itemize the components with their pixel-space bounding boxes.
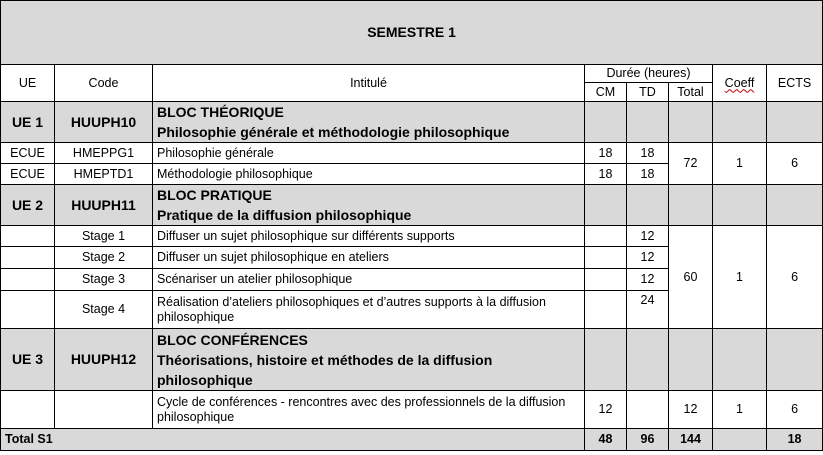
header-coeff-label: Coeff — [724, 75, 755, 90]
ue1-label: UE 1 — [1, 102, 55, 143]
ue1-ecue-row-1 — [1, 143, 823, 164]
conference-title: Cycle de conférences - rencontres avec des professionnels de la diffusion philosophique — [153, 391, 585, 429]
ue2-label: UE 2 — [1, 185, 55, 226]
ecue-title: Philosophie générale — [153, 143, 585, 164]
header-ects: ECTS — [767, 65, 823, 102]
conference-cm: 12 — [585, 391, 627, 429]
ue1-row — [1, 102, 823, 143]
ue2-code: HUUPH11 — [55, 185, 153, 226]
ecue-td: 18 — [627, 164, 669, 185]
stage-td: 12 — [627, 226, 669, 247]
ue1-ects: 6 — [767, 143, 823, 185]
ue3-code: HUUPH12 — [55, 329, 153, 391]
total-label: Total S1 — [1, 429, 585, 451]
header-coeff — [713, 65, 767, 102]
ue2-coeff: 1 — [713, 226, 767, 329]
ue3-label: UE 3 — [1, 329, 55, 391]
total-total: 144 — [669, 429, 713, 451]
ue1-code: HUUPH10 — [55, 102, 153, 143]
stage-td: 12 — [627, 269, 669, 291]
stage-code: Stage 3 — [55, 269, 153, 291]
ue2-title-line1: BLOC PRATIQUE — [157, 187, 272, 203]
stage-title: Diffuser un sujet philosophique sur différents supports — [153, 226, 585, 247]
header-td: TD — [627, 83, 669, 102]
conference-ects: 6 — [767, 391, 823, 429]
ue1-coeff: 1 — [713, 143, 767, 185]
ue2-title — [153, 185, 585, 226]
conference-coeff: 1 — [713, 391, 767, 429]
title-row — [1, 1, 823, 65]
ecue-title: Méthodologie philosophique — [153, 164, 585, 185]
stage-title: Réalisation d’ateliers philosophiques et d’autres supports à la diffusion philosophique — [153, 291, 585, 329]
total-ects: 18 — [767, 429, 823, 451]
stage-title: Diffuser un sujet philosophique en ateliers — [153, 247, 585, 269]
ecue-td: 18 — [627, 143, 669, 164]
conference-total: 12 — [669, 391, 713, 429]
header-row — [1, 65, 823, 83]
stage-code: Stage 4 — [55, 291, 153, 329]
ecue-label: ECUE — [1, 164, 55, 185]
ue1-title — [153, 102, 585, 143]
header-intitule: Intitulé — [153, 65, 585, 102]
ecue-code: HMEPTD1 — [55, 164, 153, 185]
ue1-title-line1: BLOC THÉORIQUE — [157, 104, 284, 120]
total-td: 96 — [627, 429, 669, 451]
stage-code: Stage 1 — [55, 226, 153, 247]
total-cm: 48 — [585, 429, 627, 451]
ue1-total: 72 — [669, 143, 713, 185]
header-duree: Durée (heures) — [585, 65, 713, 83]
total-row — [1, 429, 823, 451]
ue2-title-line2: Pratique de la diffusion philosophique — [157, 207, 412, 223]
ue3-title-line2: Théorisations, histoire et méthodes de la diffusion philosophique — [157, 351, 493, 388]
header-ue: UE — [1, 65, 55, 102]
ue3-title-line1: BLOC CONFÉRENCES — [157, 331, 308, 348]
ecue-cm: 18 — [585, 143, 627, 164]
semester-title: SEMESTRE 1 — [1, 1, 823, 65]
ue1-title-line2: Philosophie générale et méthodologie philosophique — [157, 124, 510, 140]
stage-td: 12 — [627, 247, 669, 269]
ecue-label: ECUE — [1, 143, 55, 164]
ue3-conference-row — [1, 391, 823, 429]
header-total: Total — [669, 83, 713, 102]
ue2-row — [1, 185, 823, 226]
stage-code: Stage 2 — [55, 247, 153, 269]
ue2-total: 60 — [669, 226, 713, 329]
ue3-row — [1, 329, 823, 391]
header-cm: CM — [585, 83, 627, 102]
ecue-code: HMEPPG1 — [55, 143, 153, 164]
ecue-cm: 18 — [585, 164, 627, 185]
header-code: Code — [55, 65, 153, 102]
ue2-ects: 6 — [767, 226, 823, 329]
ue3-title — [153, 329, 585, 391]
ue2-stage-row-1 — [1, 226, 823, 247]
stage-title: Scénariser un atelier philosophique — [153, 269, 585, 291]
stage-td: 24 — [627, 291, 669, 329]
